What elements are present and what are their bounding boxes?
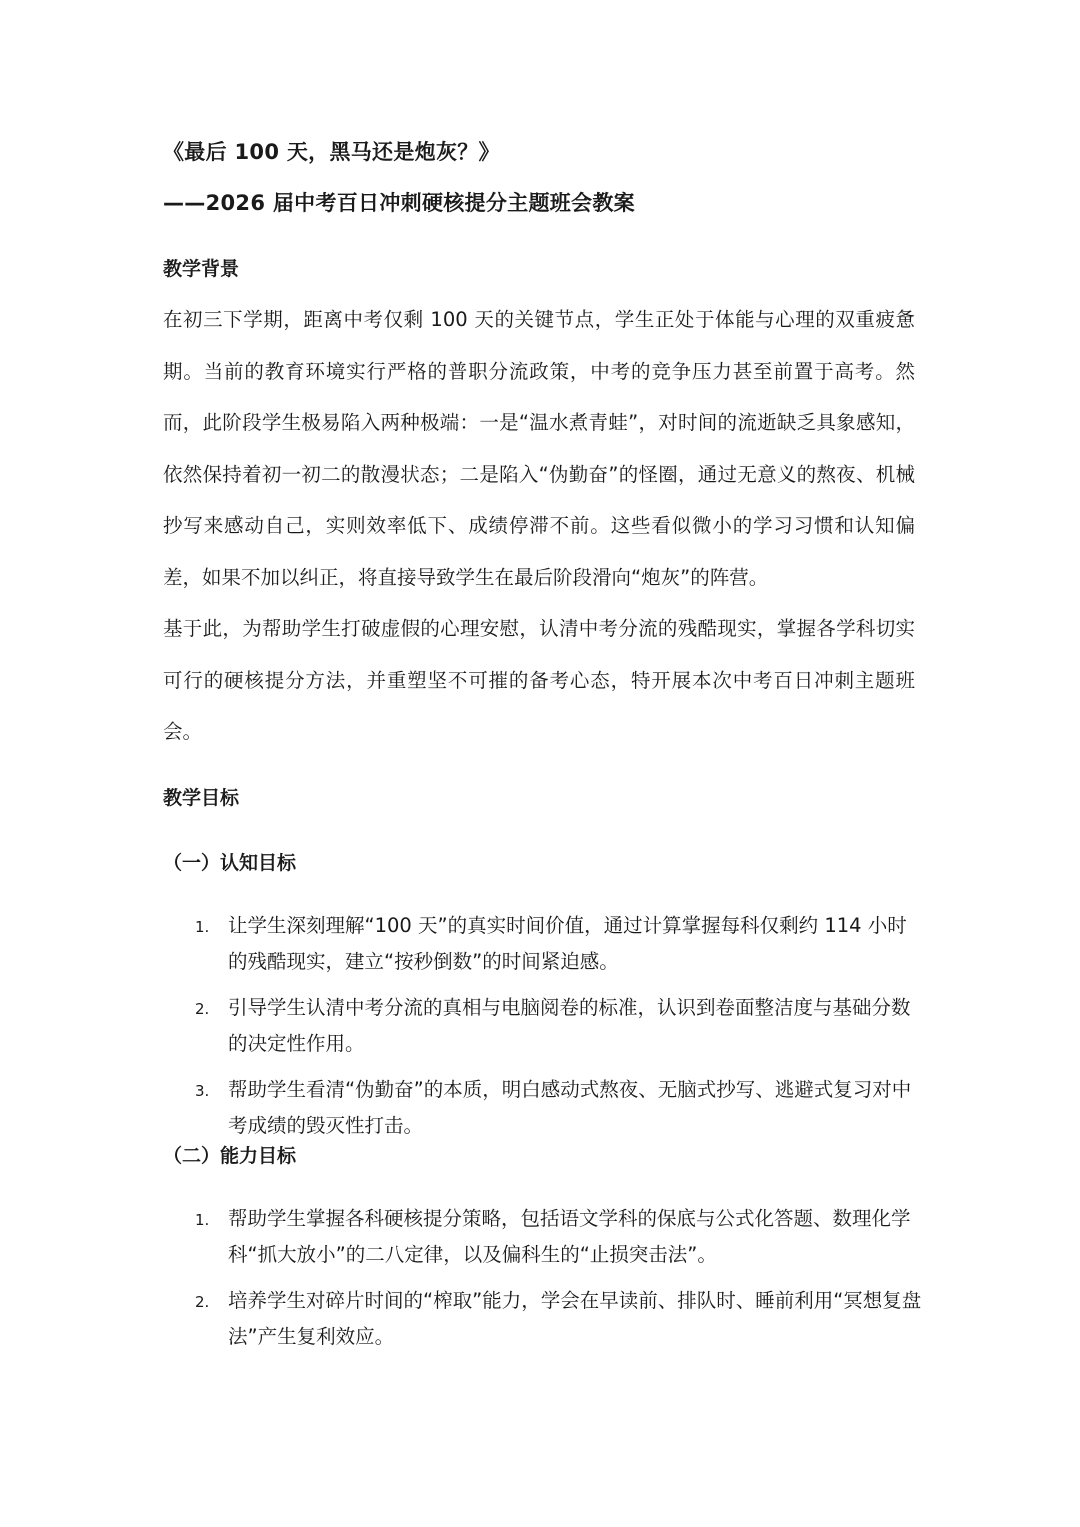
document-title: 《最后 100 天，黑马还是炮灰？》 <box>163 140 500 164</box>
list-item-text: 让学生深刻理解“100 天”的真实时间价值，通过计算掌握每科仅剩约 114 小时的残酷现实，建立“按秒倒数”的时间紧迫感。 <box>228 914 907 973</box>
list-item <box>163 1072 923 1144</box>
background-paragraph-2: 基于此，为帮助学生打破虚假的心理安慰，认清中考分流的残酷现实，掌握各学科切实可行的硬核提分方法，并重塑坚不可摧的备考心态，特开展本次中考百日冲刺主题班会。 <box>163 617 915 743</box>
list-item-number: 2. <box>195 1000 210 1018</box>
ability-goals-list <box>163 1201 923 1365</box>
document-subtitle: ——2026 届中考百日冲刺硬核提分主题班会教案 <box>163 191 635 215</box>
section-heading-background: 教学背景 <box>163 258 240 280</box>
list-item <box>163 1283 923 1355</box>
cognitive-goals-list <box>163 908 923 1154</box>
list-item-text: 帮助学生看清“伪勤奋”的本质，明白感动式熬夜、无脑式抄写、逃避式复习对中考成绩的毁灭性打击。 <box>228 1078 912 1137</box>
list-item-number: 1. <box>195 1211 210 1229</box>
list-item-number: 1. <box>195 918 210 936</box>
list-item-text: 培养学生对碎片时间的“榨取”能力，学会在早读前、排队时、睡前利用“冥想复盘法”产生复利效应。 <box>228 1289 922 1348</box>
background-paragraph-1: 在初三下学期，距离中考仅剩 100 天的关键节点，学生正处于体能与心理的双重疲惫期。当前的教育环境实行严格的普职分流政策，中考的竞争压力甚至前置于高考。然而，此阶段学生极易陷入两种极端：一是“温水煮青蛙”，对时间的流逝缺乏具象感知，依然保持着初一初二的散漫状态；二是陷入“伪勤奋”的怪圈，通过无意义的熬夜、机械抄写来感动自己，实则效率低下、成绩停滞不前。这些看似微小的学习习惯和认知偏差，如果不加以纠正，将直接导致学生在最后阶段滑向“炮灰”的阵营。 <box>163 308 915 589</box>
subheading-ability-goals: （二）能力目标 <box>163 1145 297 1167</box>
list-item-text: 引导学生认清中考分流的真相与电脑阅卷的标准，认识到卷面整洁度与基础分数的决定性作用。 <box>228 996 911 1055</box>
list-item <box>163 908 923 980</box>
list-item-number: 3. <box>195 1082 210 1100</box>
list-item <box>163 1201 923 1273</box>
subheading-cognitive-goals: （一）认知目标 <box>163 852 297 874</box>
list-item-text: 帮助学生掌握各科硬核提分策略，包括语文学科的保底与公式化答题、数理化学科“抓大放小”的二八定律，以及偏科生的“止损突击法”。 <box>228 1207 911 1266</box>
section-heading-goals: 教学目标 <box>163 787 240 809</box>
list-item <box>163 990 923 1062</box>
list-item-number: 2. <box>195 1293 210 1311</box>
